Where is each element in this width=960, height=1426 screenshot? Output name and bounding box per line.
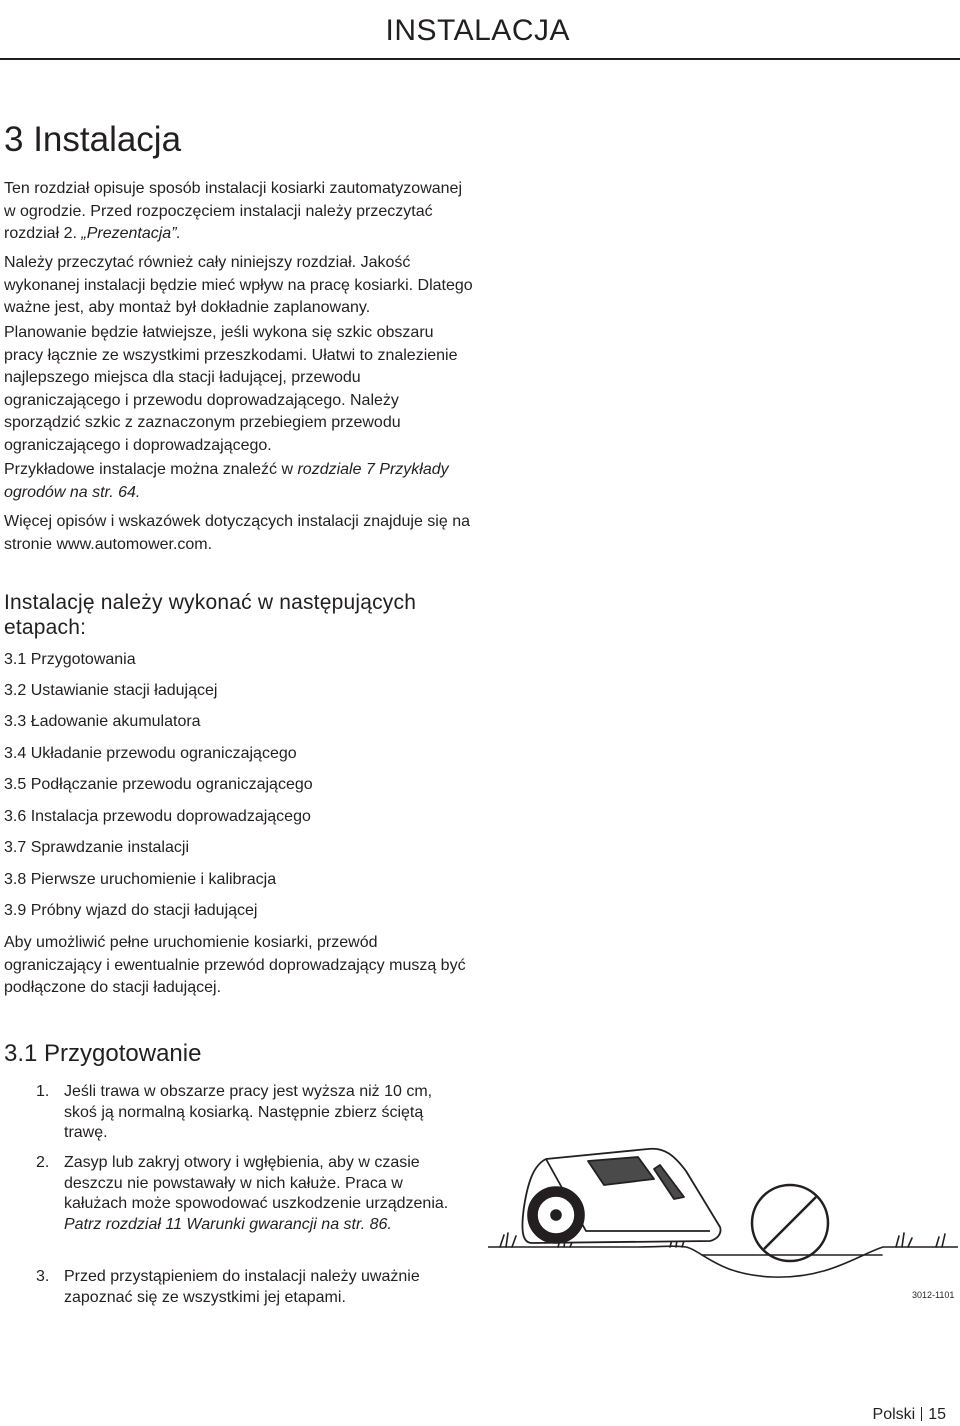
list-item-text [64, 1153, 464, 1235]
step-item: 3.4 Układanie przewodu ograniczającego [4, 745, 297, 762]
warranty-reference: Patrz rozdział 11 Warunki gwarancji na str. 86. [64, 1215, 392, 1233]
step-item: 3.9 Próbny wjazd do stacji ładującej [4, 902, 258, 919]
intro-paragraph-4 [4, 459, 474, 504]
list-item [4, 1267, 464, 1309]
list-item-text: Przed przystąpieniem do instalacji należy uważnie zapoznać się ze wszystkimi jej etapami. [64, 1268, 420, 1306]
list-item [4, 1153, 464, 1257]
page-header-title: INSTALACJA [385, 14, 570, 47]
step-item: 3.8 Pierwsze uruchomienie i kalibracja [4, 871, 277, 888]
list-item-text-main: Zasyp lub zakryj otwory i wgłębienia, aby w czasie deszczu nie powstawały w nich kałuże. Praca w kałużach może spowodować uszkodzenie urządzenia. [64, 1154, 449, 1212]
list-item-number: 3. [36, 1268, 50, 1285]
intro-paragraph-1 [4, 178, 474, 246]
intro-paragraph-1-italic: „Prezentacja”. [81, 225, 181, 242]
list-item [4, 1082, 464, 1144]
step-item: 3.6 Instalacja przewodu doprowadzającego [4, 808, 311, 825]
step-item: 3.2 Ustawianie stacji ładującej [4, 682, 218, 699]
list-item-number: 1. [36, 1083, 50, 1100]
step-item: 3.5 Podłączanie przewodu ograniczającego [4, 776, 313, 793]
page-footer [873, 1406, 946, 1424]
intro-paragraph-1-text: Ten rozdział opisuje sposób instalacji kosiarki zautomatyzowanej w ogrodzie. Przed rozpoczęciem instalacji należy przeczytać rozdział 2. [4, 180, 463, 242]
intro-paragraph-2: Należy przeczytać również cały niniejszy rozdział. Jakość wykonanej instalacji będzie mieć wpływ na pracę kosiarki. Dlatego ważne jest, aby montaż był dokładnie zaplanowany. [4, 254, 473, 316]
list-item-number: 2. [36, 1154, 50, 1171]
footer-divider [921, 1407, 922, 1421]
header-rule [0, 58, 960, 60]
intro-paragraph-4-text: Przykładowe instalacje można znaleźć w [4, 461, 298, 478]
intro-paragraph-5: Więcej opisów i wskazówek dotyczących instalacji znajduje się na stronie www.automower.com. [4, 513, 470, 553]
step-item: 3.3 Ładowanie akumulatora [4, 713, 201, 730]
figure-code: 3012-1101 [912, 1290, 955, 1300]
steps-heading: Instalację należy wykonać w następujących etapach: [4, 591, 417, 639]
footer-language: Polski [872, 1406, 916, 1423]
intro-paragraph-3: Planowanie będzie łatwiejsze, jeśli wykona się szkic obszaru pracy łącznie ze wszystkimi przeszkodami. Ułatwi to znalezienie najlepszego miejsca dla stacji ładującej, przewodu ograniczającego i przewodu doprowadzającego. Należy sporządzić szkic z zaznaczonym przebiegiem przewodu ograniczającego i doprowadzającego. [4, 324, 458, 454]
page-number: 15 [928, 1406, 946, 1423]
list-item-text: Jeśli trawa w obszarze pracy jest wyższa niż 10 cm, skoś ją normalną kosiarką. Następnie zbierz ściętą trawę. [64, 1083, 433, 1141]
chapter-7-reference: rozdziale 7 Przykłady ogrodów na str. 64. [4, 461, 449, 501]
section-title: 3.1 Przygotowanie [4, 1040, 202, 1067]
steps-note: Aby umożliwić pełne uruchomienie kosiarki, przewód ograniczający i ewentualnie przewód doprowadzający muszą być podłączone do stacji ładującej. [4, 934, 466, 996]
step-item: 3.1 Przygotowania [4, 651, 136, 668]
chapter-title: 3 Instalacja [4, 120, 182, 159]
step-item: 3.7 Sprawdzanie instalacji [4, 839, 189, 856]
mower-puddle-illustration [488, 1135, 958, 1325]
